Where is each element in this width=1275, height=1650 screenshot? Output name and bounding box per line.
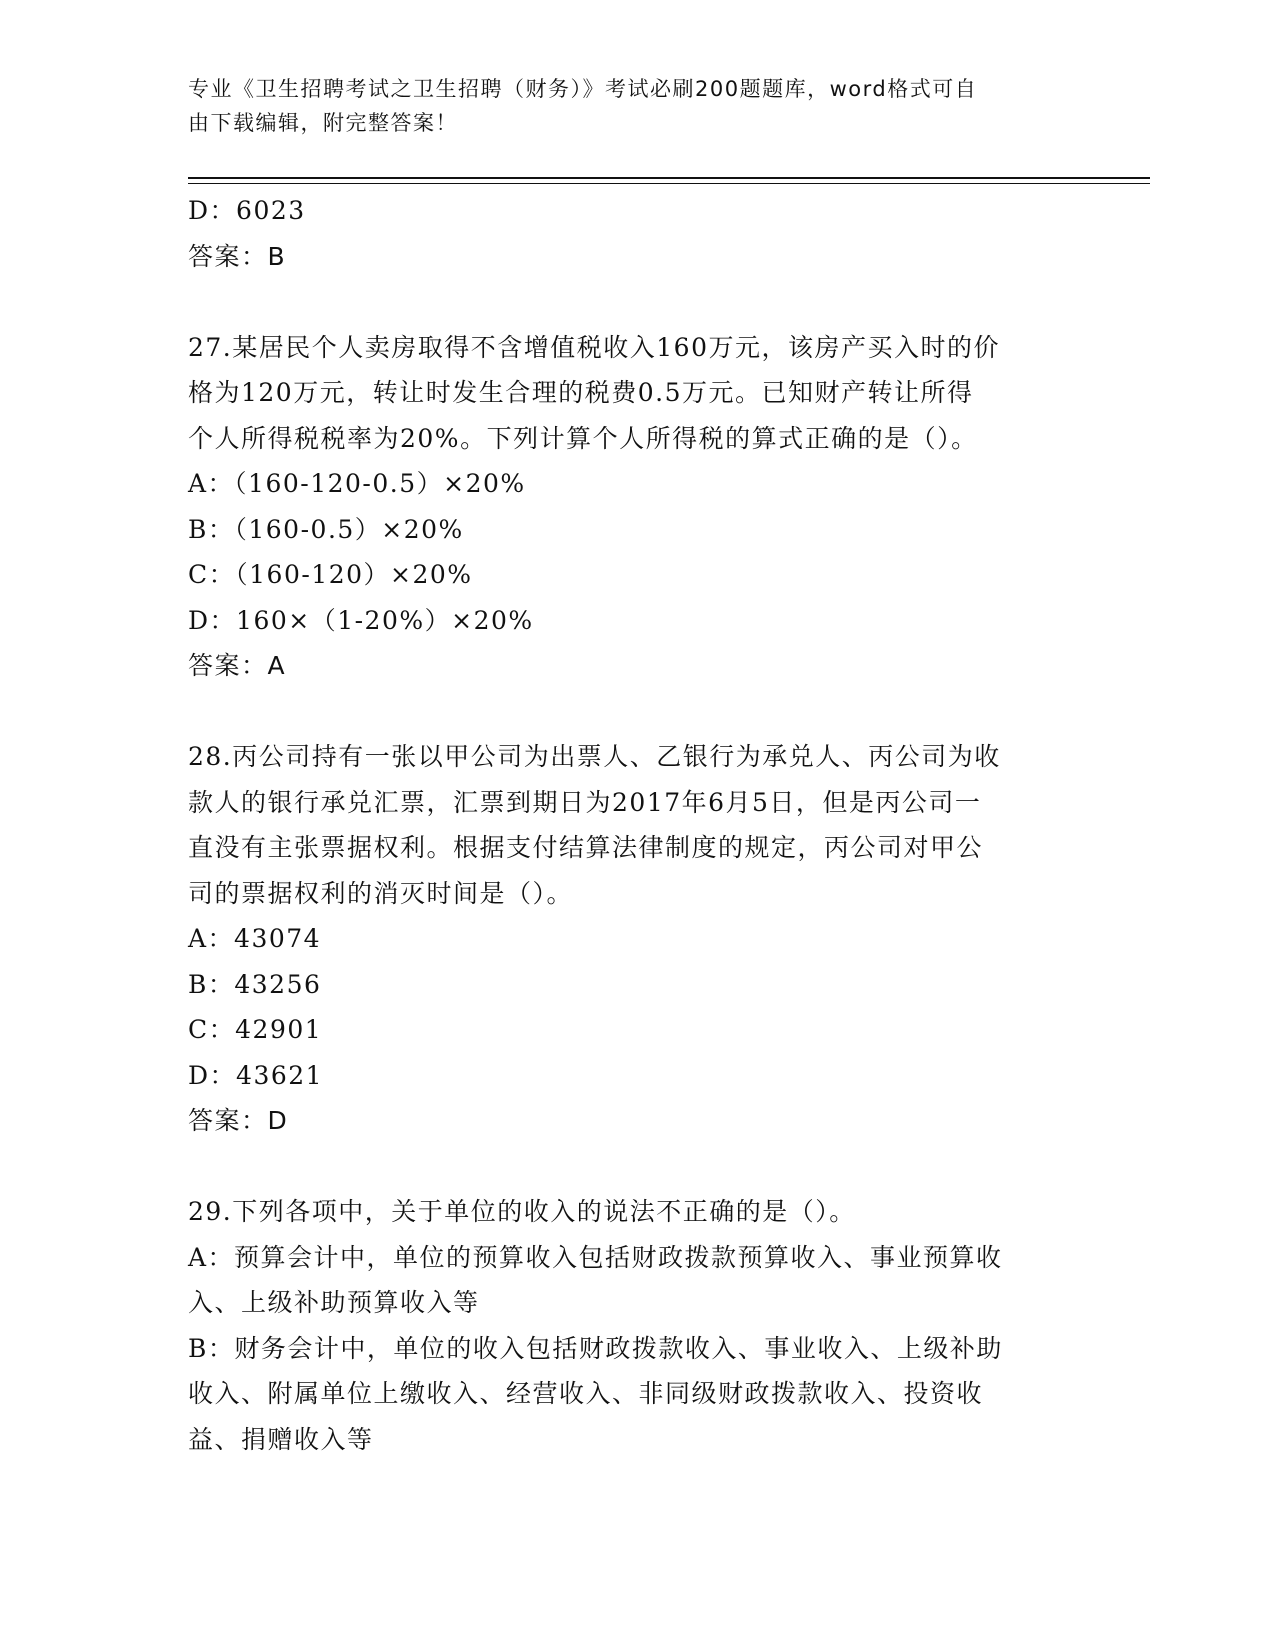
- q28-option-a: A：43074: [188, 924, 322, 953]
- header-rule-thin: [188, 183, 1150, 184]
- q28-answer: 答案：D: [188, 1106, 289, 1135]
- q27-answer: 答案：A: [188, 651, 287, 680]
- spacer: [188, 689, 1088, 735]
- q27-stem-line: 个人所得税税率为20%。下列计算个人所得税的算式正确的是（）。: [188, 423, 978, 453]
- q29-stem-line: 29.下列各项中，关于单位的收入的说法不正确的是（）。: [188, 1197, 856, 1226]
- header-line-2: 由下载编辑，附完整答案！: [188, 111, 458, 135]
- page-header: [188, 72, 1068, 140]
- q27-stem-line: 格为120万元，转让时发生合理的税费0.5万元。已知财产转让所得: [188, 378, 974, 407]
- prev-answer: 答案：B: [188, 241, 287, 271]
- q28-option-d: D：43621: [188, 1060, 324, 1090]
- question-28: [188, 734, 1088, 1144]
- q28-stem-line: 款人的银行承兑汇票，汇票到期日为2017年6月5日，但是丙公司一: [188, 787, 982, 817]
- document-body: [188, 188, 1088, 1462]
- q29-option-b-line: B：财务会计中，单位的收入包括财政拨款收入、事业收入、上级补助: [188, 1333, 1003, 1363]
- spacer: [188, 1144, 1088, 1190]
- q28-stem-line: 28.丙公司持有一张以甲公司为出票人、乙银行为承兑人、丙公司为收: [188, 742, 1001, 771]
- spacer: [188, 279, 1088, 325]
- q27-option-a: A：（160-120-0.5）×20%: [188, 469, 526, 498]
- question-27: [188, 325, 1088, 689]
- q28-stem-line: 直没有主张票据权利。根据支付结算法律制度的规定，丙公司对甲公: [188, 833, 984, 862]
- q27-stem-line: 27.某居民个人卖房取得不含增值税收入160万元，该房产买入时的价: [188, 332, 1000, 362]
- header-rule-thick: [188, 177, 1150, 179]
- question-29: [188, 1189, 1088, 1462]
- q28-option-c: C：42901: [188, 1015, 323, 1044]
- q29-option-a-line: 入、上级补助预算收入等: [188, 1288, 480, 1317]
- q28-option-b: B：43256: [188, 969, 322, 999]
- prev-option-d: D：6023: [188, 196, 306, 225]
- q27-option-d: D：160×（1-20%）×20%: [188, 605, 534, 635]
- q27-option-c: C：（160-120）×20%: [188, 560, 473, 589]
- q28-stem-line: 司的票据权利的消灭时间是（）。: [188, 878, 574, 908]
- q29-option-a-line: A：预算会计中，单位的预算收入包括财政拨款预算收入、事业预算收: [188, 1242, 1003, 1272]
- q27-option-b: B：（160-0.5）×20%: [188, 514, 464, 544]
- q29-option-b-line: 收入、附属单位上缴收入、经营收入、非同级财政拨款收入、投资收: [188, 1379, 984, 1408]
- header-line-1: 专业《卫生招聘考试之卫生招聘（财务）》考试必刷200题题库，word格式可自: [188, 77, 978, 101]
- q29-option-b-line: 益、捐赠收入等: [188, 1424, 374, 1454]
